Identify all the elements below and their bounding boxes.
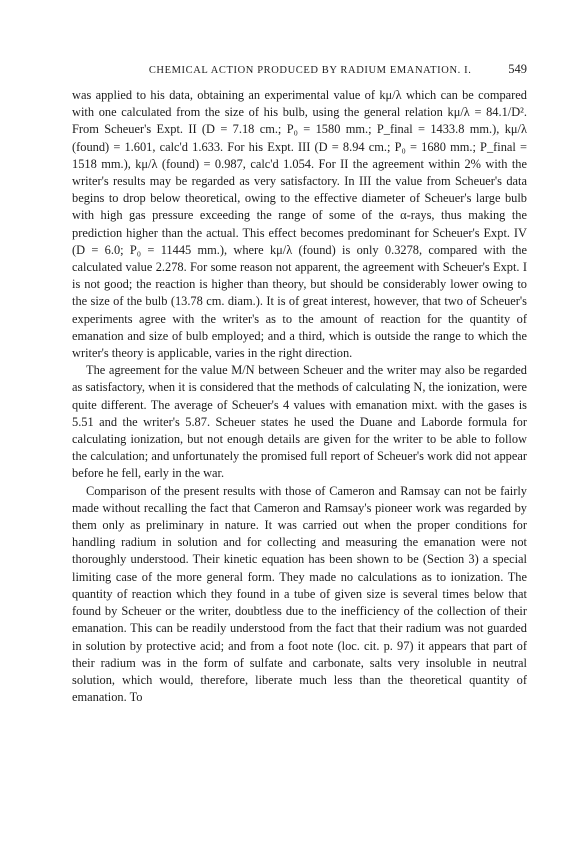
body-text [72, 87, 527, 706]
page-number: 549 [508, 62, 527, 76]
running-title: CHEMICAL ACTION PRODUCED BY RADIUM EMANATION. I. [148, 65, 472, 76]
paragraph-1: was applied to his data, obtaining an experimental value of kμ/λ which can be compared with one calculated from the size of his bulb, using the general relation kμ/λ = 84.1/D². From Scheuer's Expt. II (D = 7.18 cm.; P₀ = 1580 mm.; P_final = 1433.8 mm.), kμ/λ (found) = 1.601, calc'd 1.633. For his Expt. III (D = 8.94 cm.; P₀ = 1680 mm.; P_final = 1518 mm.), kμ/λ (found) = 0.987, calc'd 1.054. For II the agreement within 2% with the writer's results may be regarded as very satisfactory. In III the value from Scheuer's data begins to drop below theoretical, owing to the effective diameter of Scheuer's large bulb with high gas pressure exceeding the range of some of the α-rays, thus making the prediction higher than the actual. This effect becomes predominant for Scheuer's Expt. IV (D = 6.0; P₀ = 11445 mm.), where kμ/λ (found) is only 0.3278, compared with the calculated value 2.278. For some reason not apparent, the agreement with Scheuer's Expt. I is not good; the reaction is higher than theory, but should be considerably lower owing to the size of the bulb (13.78 cm. diam.). It is of great interest, however, that two of Scheuer's experiments agree with the writer's as to the amount of reaction for the quantity of emanation and size of bulb employed; and a third, which is outside the range to which the writer's theory is applicable, varies in the right direction. [72, 88, 527, 361]
paragraph-3: Comparison of the present results with those of Cameron and Ramsay can not be fairly made without recalling the fact that Cameron and Ramsay's pioneer work was regarded by them only as preliminary in nature. It was carried out when the proper conditions for handling radium in solution and for collecting and measuring the emanation were not thoroughly understood. Their kinetic equation has been shown to be (Section 3) a special limiting case of the more general form. They made no calculations as to ionization. The quantity of reaction which they found in a tube of given size is several times below that found by Scheuer or the writer, doubtless due to the inefficiency of the collection of their emanation. This can be readily understood from the fact that their radium was not guarded in solution by protective acid; and from a foot note (loc. cit. p. 97) it appears that part of their radium was in the form of sulfate and carbonate, salts very insoluble in neutral solution, which would, therefore, liberate much less than the theoretical quantity of emanation. To [72, 483, 527, 705]
paragraph-2: The agreement for the value M/N between Scheuer and the writer may also be regarded as satisfactory, when it is considered that the methods of calculating N, the ionization, were quite different. The average of Scheuer's 4 values with emanation mixt. with the gases is 5.51 and the writer's 5.87. Scheuer states he used the Duane and Laborde formula for calculating ionization, but not enough details are given for the writer to be able to follow the calculation; and unfortunately the promised full report of Scheuer's work did not appear before he fell, early in the war. [72, 363, 527, 481]
running-head [72, 62, 527, 77]
